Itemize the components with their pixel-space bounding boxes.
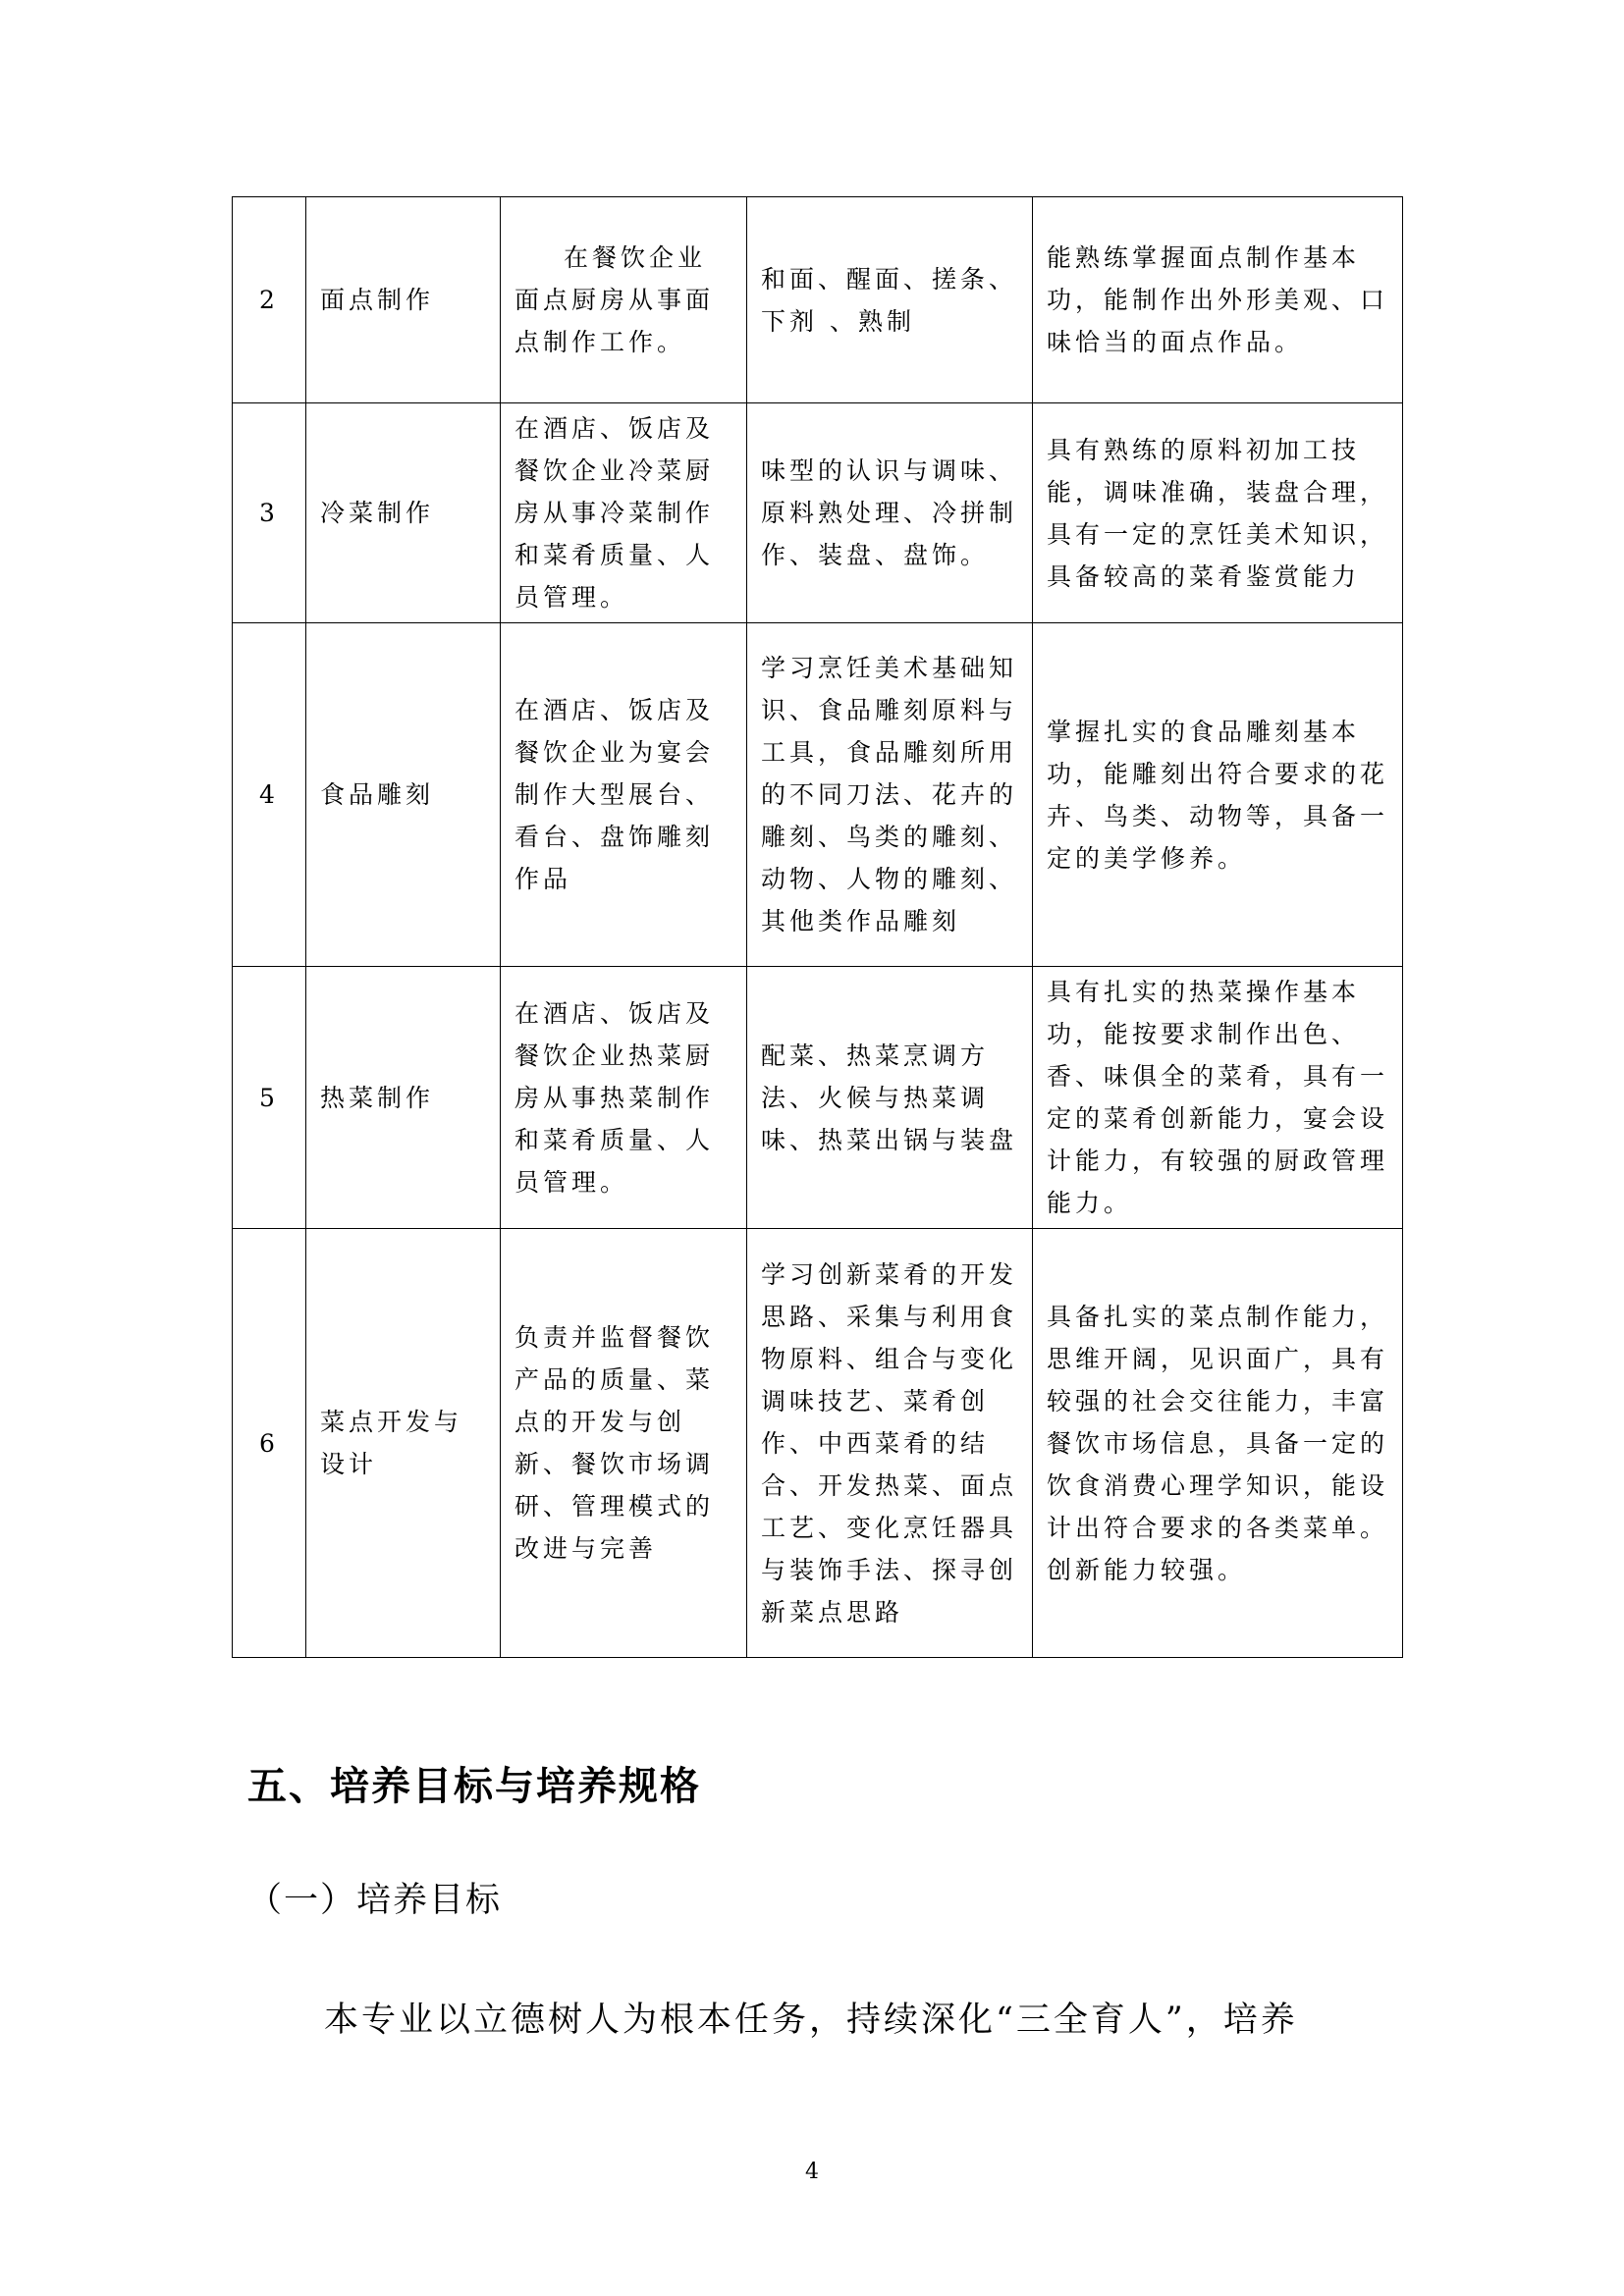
job-requirement: 能熟练掌握面点制作基本功，能制作出外形美观、口味恰当的面点作品。 [1033,197,1403,403]
job-position: 在酒店、饭店及餐饮企业热菜厨房从事热菜制作和菜肴质量、人员管理。 [501,967,747,1229]
row-number: 5 [233,967,306,1229]
job-position: 在酒店、饭店及餐饮企业冷菜厨房从事冷菜制作和菜肴质量、人员管理。 [501,403,747,623]
job-content: 学习烹饪美术基础知识、食品雕刻原料与工具，食品雕刻所用的不同刀法、花卉的雕刻、鸟类的雕刻、动物、人物的雕刻、其他类作品雕刻 [747,623,1033,967]
job-content: 学习创新菜肴的开发思路、采集与利用食物原料、组合与变化调味技艺、菜肴创作、中西菜肴的结合、开发热菜、面点工艺、变化烹饪器具与装饰手法、探寻创新菜点思路 [747,1229,1033,1658]
row-number: 6 [233,1229,306,1658]
row-number: 2 [233,197,306,403]
table-row [233,623,1403,967]
job-position: 在酒店、饭店及餐饮企业为宴会制作大型展台、看台、盘饰雕刻作品 [501,623,747,967]
page-number: 4 [805,2160,819,2184]
job-name: 热菜制作 [306,967,501,1229]
subsection-heading: （一）培养目标 [247,1881,503,1920]
table-row [233,1229,1403,1658]
job-content: 配菜、热菜烹调方法、火候与热菜调味、热菜出锅与装盘 [747,967,1033,1229]
job-requirement: 具有扎实的热菜操作基本功，能按要求制作出色、香、味俱全的菜肴，具有一定的菜肴创新能力，宴会设计能力，有较强的厨政管理能力。 [1033,967,1403,1229]
job-position: 在餐饮企业面点厨房从事面点制作工作。 [501,197,747,403]
table-row [233,197,1403,403]
body-paragraph: 本专业以立德树人为根本任务，持续深化“三全育人”，培养 [324,2001,1298,2040]
job-name: 食品雕刻 [306,623,501,967]
job-name: 冷菜制作 [306,403,501,623]
job-name: 菜点开发与设计 [306,1229,501,1658]
job-name: 面点制作 [306,197,501,403]
row-number: 3 [233,403,306,623]
row-number: 4 [233,623,306,967]
job-content: 味型的认识与调味、原料熟处理、冷拼制作、装盘、盘饰。 [747,403,1033,623]
table-row [233,967,1403,1229]
section-heading: 五、培养目标与培养规格 [247,1764,701,1809]
job-position: 负责并监督餐饮产品的质量、菜点的开发与创新、餐饮市场调研、管理模式的改进与完善 [501,1229,747,1658]
job-skills-table [232,196,1403,1658]
job-requirement: 具备扎实的菜点制作能力，思维开阔，见识面广，具有较强的社会交往能力，丰富餐饮市场信息，具备一定的饮食消费心理学知识，能设计出符合要求的各类菜单。创新能力较强。 [1033,1229,1403,1658]
job-content: 和面、醒面、搓条、下剂 、熟制 [747,197,1033,403]
job-requirement: 掌握扎实的食品雕刻基本功，能雕刻出符合要求的花卉、鸟类、动物等，具备一定的美学修养。 [1033,623,1403,967]
job-requirement: 具有熟练的原料初加工技能，调味准确，装盘合理，具有一定的烹饪美术知识，具备较高的菜肴鉴赏能力 [1033,403,1403,623]
table-row [233,403,1403,623]
